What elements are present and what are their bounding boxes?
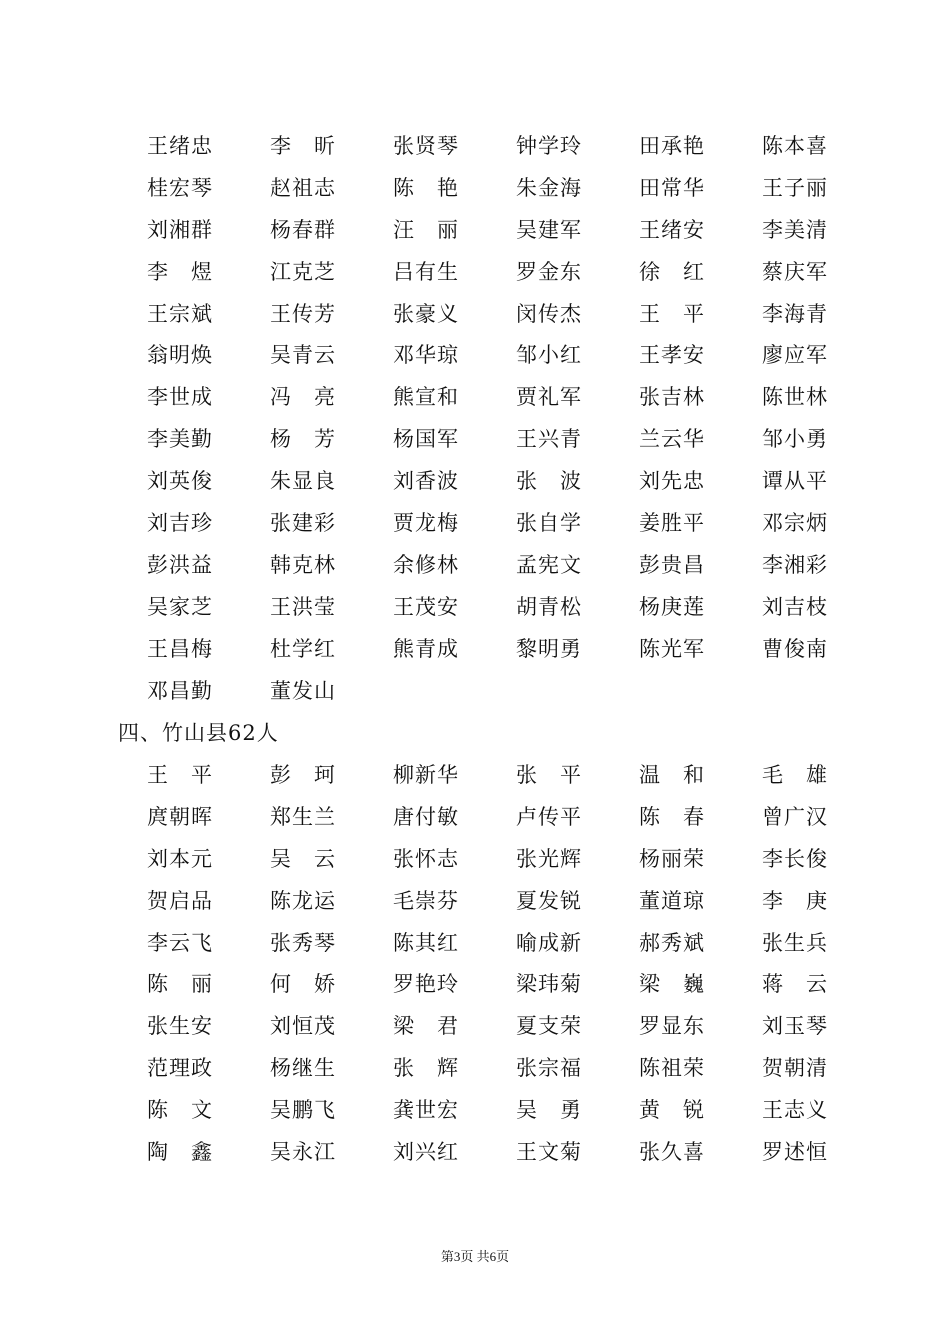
name-cell: 吴 云 <box>270 846 336 871</box>
name-cell: 兰云华 <box>639 427 705 452</box>
name-cell: 董发山 <box>270 678 336 703</box>
name-cell: 何 娇 <box>270 972 336 997</box>
name-cell: 夏支荣 <box>516 1014 582 1039</box>
name-cell: 钟学玲 <box>516 134 582 158</box>
name-row <box>147 587 867 629</box>
name-row <box>147 1048 867 1090</box>
name-cell: 喻成新 <box>516 930 582 955</box>
name-cell: 李海青 <box>762 301 828 326</box>
name-cell: 梁 巍 <box>639 972 705 997</box>
name-cell: 李湘彩 <box>762 552 828 577</box>
page-footer: 第3页 共6页 <box>440 1249 510 1264</box>
name-cell: 张 平 <box>516 763 582 787</box>
name-cell: 吴鹏飞 <box>270 1098 336 1123</box>
name-row <box>147 629 867 671</box>
name-row <box>147 1090 867 1132</box>
name-row <box>147 335 867 377</box>
name-cell: 邓昌勤 <box>147 678 213 703</box>
name-row <box>147 377 867 419</box>
name-cell: 梁玮菊 <box>516 972 582 997</box>
name-cell: 陶 鑫 <box>147 1140 213 1165</box>
name-cell: 卢传平 <box>516 804 582 829</box>
name-cell: 张豪义 <box>393 301 459 326</box>
name-cell: 蒋 云 <box>762 972 828 997</box>
name-cell: 邹小红 <box>516 343 582 368</box>
name-cell: 张宗福 <box>516 1056 582 1081</box>
name-row <box>147 545 867 587</box>
name-cell: 贺启品 <box>147 888 213 913</box>
name-cell: 龚世宏 <box>393 1098 459 1123</box>
name-row <box>147 168 867 210</box>
name-cell: 李世成 <box>147 385 213 410</box>
name-cell: 刘吉珍 <box>147 511 213 536</box>
name-row <box>147 839 867 881</box>
name-cell: 杨庚莲 <box>639 594 705 619</box>
name-cell: 董道琼 <box>639 888 705 913</box>
name-row <box>147 252 867 294</box>
name-cell: 江克芝 <box>270 259 336 284</box>
name-cell: 刘吉枝 <box>762 594 828 619</box>
name-row <box>147 881 867 923</box>
name-cell: 黎明勇 <box>516 636 582 661</box>
name-list-previous-county <box>147 126 867 712</box>
name-cell: 李 庚 <box>762 888 828 913</box>
name-cell: 刘香波 <box>393 469 459 494</box>
name-cell: 朱显良 <box>270 469 336 494</box>
name-cell: 闵传杰 <box>516 301 582 326</box>
name-cell: 田常华 <box>639 175 705 200</box>
section-heading-zhushan: 四、竹山县62人 <box>118 721 279 745</box>
name-cell: 陈 艳 <box>393 175 459 200</box>
name-cell: 邓华琼 <box>393 343 459 368</box>
name-row <box>147 503 867 545</box>
name-cell: 王洪莹 <box>270 594 336 619</box>
name-cell: 彭 珂 <box>270 763 336 787</box>
name-cell: 韩克林 <box>270 552 336 577</box>
name-cell: 曹俊南 <box>762 636 828 661</box>
name-cell: 张久喜 <box>639 1140 705 1165</box>
name-cell: 冯 亮 <box>270 385 336 410</box>
name-cell: 刘英俊 <box>147 469 213 494</box>
name-cell: 翁明焕 <box>147 343 213 368</box>
name-cell: 柳新华 <box>393 763 459 787</box>
name-cell: 王昌梅 <box>147 636 213 661</box>
name-cell: 杨继生 <box>270 1056 336 1081</box>
name-cell: 王绪忠 <box>147 134 213 158</box>
name-cell: 陈 丽 <box>147 972 213 997</box>
name-cell: 李 煜 <box>147 259 213 284</box>
name-cell: 王绪安 <box>639 217 705 242</box>
name-cell: 张 辉 <box>393 1056 459 1081</box>
name-cell: 陈龙运 <box>270 888 336 913</box>
name-cell: 黄 锐 <box>639 1098 705 1123</box>
name-cell: 罗艳玲 <box>393 972 459 997</box>
name-cell: 张秀琴 <box>270 930 336 955</box>
name-cell: 吴 勇 <box>516 1098 582 1123</box>
name-cell: 贾龙梅 <box>393 511 459 536</box>
name-cell: 吴建军 <box>516 217 582 242</box>
name-cell: 贺朝清 <box>762 1056 828 1081</box>
name-cell: 张建彩 <box>270 511 336 536</box>
name-cell: 张吉林 <box>639 385 705 410</box>
name-cell: 刘兴红 <box>393 1140 459 1165</box>
name-cell: 罗述恒 <box>762 1140 828 1165</box>
name-cell: 杨国军 <box>393 427 459 452</box>
name-row <box>147 461 867 503</box>
name-row <box>147 126 867 168</box>
name-cell: 吴永江 <box>270 1140 336 1165</box>
name-cell: 彭贵昌 <box>639 552 705 577</box>
name-row <box>147 419 867 461</box>
name-cell: 陈世林 <box>762 385 828 410</box>
name-row <box>147 923 867 965</box>
name-cell: 郝秀斌 <box>639 930 705 955</box>
name-cell: 曾广汉 <box>762 804 828 829</box>
name-cell: 张 波 <box>516 469 582 494</box>
name-cell: 陈光军 <box>639 636 705 661</box>
name-cell: 谭从平 <box>762 469 828 494</box>
name-row <box>147 294 867 336</box>
name-row <box>147 671 867 713</box>
name-cell: 吴家芝 <box>147 594 213 619</box>
name-cell: 王志义 <box>762 1098 828 1123</box>
name-cell: 邓宗炳 <box>762 511 828 536</box>
name-cell: 蔡庆军 <box>762 259 828 284</box>
name-cell: 杜学红 <box>270 636 336 661</box>
name-cell: 张光辉 <box>516 846 582 871</box>
name-cell: 朱金海 <box>516 175 582 200</box>
name-cell: 庹朝晖 <box>147 804 213 829</box>
name-cell: 李美勤 <box>147 427 213 452</box>
name-cell: 王传芳 <box>270 301 336 326</box>
name-cell: 田承艳 <box>639 134 705 158</box>
name-cell: 郑生兰 <box>270 804 336 829</box>
name-cell: 李 昕 <box>270 134 336 158</box>
name-cell: 廖应军 <box>762 343 828 368</box>
name-cell: 姜胜平 <box>639 511 705 536</box>
name-cell: 温 和 <box>639 763 705 787</box>
name-cell: 王子丽 <box>762 175 828 200</box>
name-cell: 吕有生 <box>393 259 459 284</box>
name-cell: 张贤琴 <box>393 134 459 158</box>
name-cell: 贾礼军 <box>516 385 582 410</box>
name-cell: 桂宏琴 <box>147 175 213 200</box>
name-cell: 王 平 <box>639 301 705 326</box>
name-cell: 张生兵 <box>762 930 828 955</box>
name-cell: 杨 芳 <box>270 427 336 452</box>
name-cell: 刘恒茂 <box>270 1014 336 1039</box>
name-cell: 熊青成 <box>393 636 459 661</box>
name-cell: 唐付敏 <box>393 804 459 829</box>
name-list-zhushan <box>147 755 867 1174</box>
name-cell: 王 平 <box>147 763 213 787</box>
name-cell: 孟宪文 <box>516 552 582 577</box>
name-cell: 杨丽荣 <box>639 846 705 871</box>
name-cell: 罗金东 <box>516 259 582 284</box>
name-cell: 梁 君 <box>393 1014 459 1039</box>
name-cell: 陈其红 <box>393 930 459 955</box>
name-cell: 刘先忠 <box>639 469 705 494</box>
name-cell: 王孝安 <box>639 343 705 368</box>
name-cell: 彭洪益 <box>147 552 213 577</box>
name-cell: 夏发锐 <box>516 888 582 913</box>
name-cell: 王兴青 <box>516 427 582 452</box>
name-cell: 陈本喜 <box>762 134 828 158</box>
name-cell: 范理政 <box>147 1056 213 1081</box>
name-cell: 陈 文 <box>147 1098 213 1123</box>
name-row <box>147 797 867 839</box>
name-cell: 熊宣和 <box>393 385 459 410</box>
name-cell: 赵祖志 <box>270 175 336 200</box>
name-row <box>147 210 867 252</box>
name-cell: 王茂安 <box>393 594 459 619</box>
name-cell: 毛 雄 <box>762 763 828 787</box>
name-cell: 罗显东 <box>639 1014 705 1039</box>
name-cell: 杨春群 <box>270 217 336 242</box>
name-cell: 王宗斌 <box>147 301 213 326</box>
name-cell: 李长俊 <box>762 846 828 871</box>
name-cell: 王文菊 <box>516 1140 582 1165</box>
name-cell: 刘玉琴 <box>762 1014 828 1039</box>
name-row <box>147 1006 867 1048</box>
name-cell: 陈 春 <box>639 804 705 829</box>
name-row <box>147 1132 867 1174</box>
name-cell: 陈祖荣 <box>639 1056 705 1081</box>
name-cell: 邹小勇 <box>762 427 828 452</box>
name-cell: 刘湘群 <box>147 217 213 242</box>
name-cell: 李云飞 <box>147 930 213 955</box>
name-cell: 张生安 <box>147 1014 213 1039</box>
name-cell: 张自学 <box>516 511 582 536</box>
name-cell: 刘本元 <box>147 846 213 871</box>
name-cell: 余修林 <box>393 552 459 577</box>
name-cell: 李美清 <box>762 217 828 242</box>
name-row <box>147 755 867 797</box>
name-cell: 吴青云 <box>270 343 336 368</box>
name-cell: 张怀志 <box>393 846 459 871</box>
name-cell: 毛崇芬 <box>393 888 459 913</box>
name-cell: 徐 红 <box>639 259 705 284</box>
name-row <box>147 964 867 1006</box>
name-cell: 胡青松 <box>516 594 582 619</box>
name-cell: 汪 丽 <box>393 217 459 242</box>
